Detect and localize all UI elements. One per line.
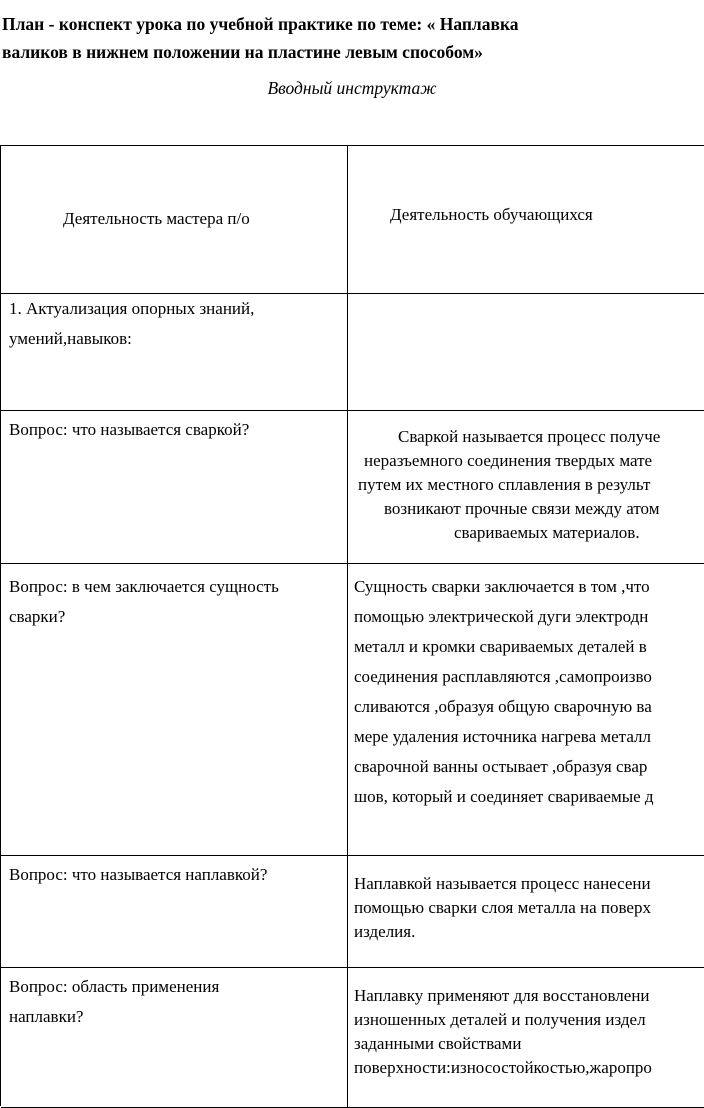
- cell-line: сварочной ванны остывает ,образуя свар: [354, 757, 648, 776]
- title-line-1: План - конспект урока по учебной практике по теме: « Наплавка: [2, 14, 519, 34]
- master-activity-cell: [1, 411, 348, 563]
- cell-line: изношенных деталей и получения издел: [354, 1010, 646, 1029]
- cell-line: свариваемых материалов.: [454, 523, 640, 542]
- cell-line: возникают прочные связи между атом: [384, 499, 660, 518]
- cell-line: Сущность сварки заключается в том ,что: [354, 577, 650, 596]
- table-row: [1, 564, 704, 856]
- cell-line: Вопрос: в чем заключается сущность: [9, 577, 279, 596]
- table-header-row: [1, 146, 704, 294]
- cell-line: Вопрос: что называется наплавкой?: [9, 865, 268, 884]
- cell-line: Вопрос: область применения: [9, 977, 220, 996]
- student-activity-cell: [348, 564, 704, 855]
- cell-line: соединения расплавляются ,самопроизво: [354, 667, 652, 686]
- table-row: [1, 411, 704, 564]
- cell-line: Наплавкой называется процесс нанесени: [354, 874, 651, 893]
- document-subtitle: Вводный инструктаж: [267, 78, 437, 98]
- title-line-2: валиков в нижнем положении на пластине левым способом»: [2, 42, 483, 62]
- cell-line: умений,навыков:: [9, 329, 132, 348]
- cell-line: сливаются ,образуя общую сварочную ва: [354, 697, 652, 716]
- cell-line: изделия.: [354, 922, 416, 941]
- cell-line: мере удаления источника нагрева металл: [354, 727, 651, 746]
- column-header-students: Деятельность обучающихся: [390, 205, 593, 224]
- table-row: [1, 968, 704, 1108]
- cell-line: шов, который и соединяет свариваемые д: [354, 787, 654, 806]
- cell-line: сварки?: [9, 607, 66, 626]
- cell-line: Наплавку применяют для восстановлени: [354, 986, 650, 1005]
- cell-line: помощью сварки слоя металла на поверх: [354, 898, 651, 917]
- master-activity-cell: [1, 856, 348, 967]
- cell-line: наплавки?: [9, 1007, 84, 1026]
- document-title: [2, 10, 702, 66]
- cell-line: Сваркой называется процесс получе: [398, 427, 661, 446]
- student-activity-cell: [348, 968, 704, 1107]
- master-activity-cell: [1, 294, 348, 410]
- cell-line: путем их местного сплавления в результ: [358, 475, 651, 494]
- student-activity-cell: [348, 294, 704, 410]
- table-row: [1, 294, 704, 411]
- lesson-plan-table: [0, 145, 704, 1106]
- cell-line: 1. Актуализация опорных знаний,: [9, 299, 255, 318]
- student-activity-cell: [348, 856, 704, 967]
- student-activity-cell: [348, 411, 704, 563]
- cell-line: неразъемного соединения твердых мате: [364, 451, 653, 470]
- cell-line: помощью электрической дуги электродн: [354, 607, 649, 626]
- cell-line: металл и кромки свариваемых деталей в: [354, 637, 647, 656]
- master-activity-cell: [1, 564, 348, 855]
- cell-line: поверхности:износостойкостью,жаропро: [354, 1058, 652, 1077]
- table-row: [1, 856, 704, 968]
- cell-line: заданными свойствами: [354, 1034, 522, 1053]
- master-activity-cell: [1, 968, 348, 1107]
- cell-line: Вопрос: что называется сваркой?: [9, 420, 250, 439]
- column-header-master: Деятельность мастера п/о: [1, 146, 348, 293]
